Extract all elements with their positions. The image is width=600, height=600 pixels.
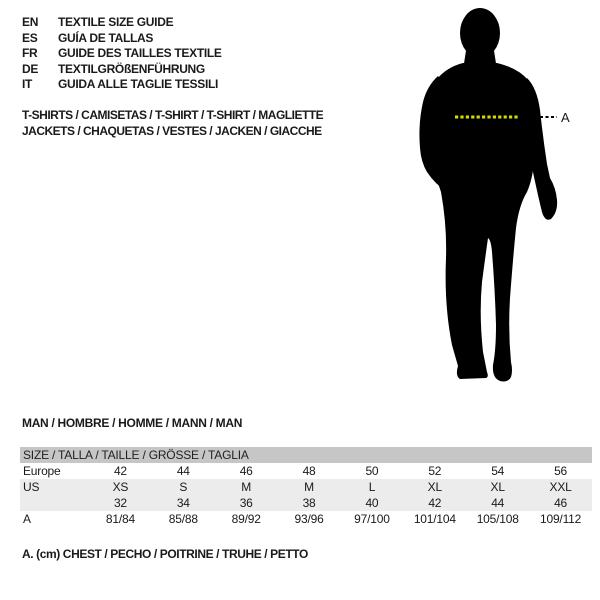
size-cell: XL bbox=[427, 480, 442, 494]
size-cell: 44 bbox=[176, 464, 190, 478]
size-cell: 48 bbox=[302, 464, 316, 478]
row-label: Europe bbox=[23, 464, 61, 478]
language-code: EN bbox=[22, 15, 39, 29]
size-cell: 85/88 bbox=[168, 512, 198, 526]
product-line-jackets: JACKETS / CHAQUETAS / VESTES / JACKEN / GIACCHE bbox=[22, 124, 322, 138]
table-row-us-numeric bbox=[20, 495, 592, 511]
size-cell: 109/112 bbox=[540, 512, 582, 526]
language-code: IT bbox=[22, 77, 33, 91]
language-code: ES bbox=[22, 30, 38, 45]
language-title: TEXTILE SIZE GUIDE bbox=[58, 15, 174, 29]
silhouette-body bbox=[428, 63, 535, 382]
language-list bbox=[22, 15, 222, 93]
table-row-chest-a bbox=[20, 511, 592, 527]
row-label bbox=[20, 495, 89, 511]
language-title: GUIDE DES TAILLES TEXTILE bbox=[58, 46, 222, 60]
table-row-europe bbox=[20, 463, 592, 479]
size-cell: 46 bbox=[554, 496, 568, 510]
size-cell: 52 bbox=[428, 464, 442, 478]
size-cell: 101/104 bbox=[413, 512, 456, 526]
language-title: TEXTILGRÖßENFÜHRUNG bbox=[58, 61, 205, 76]
size-cell: 40 bbox=[365, 496, 379, 510]
size-cell: 44 bbox=[491, 496, 505, 510]
measure-label-a: A bbox=[561, 110, 570, 125]
size-cell: XL bbox=[490, 480, 505, 494]
language-row-es bbox=[22, 31, 222, 47]
section-title-man: MAN / HOMBRE / HOMME / MANN / MAN bbox=[22, 416, 243, 430]
size-cell: 42 bbox=[113, 464, 127, 478]
size-cell: 32 bbox=[113, 496, 127, 510]
language-row-fr bbox=[22, 46, 222, 62]
row-label: A bbox=[23, 512, 31, 526]
size-cell: 93/96 bbox=[294, 512, 324, 526]
row-label: US bbox=[23, 480, 40, 494]
size-cell: 56 bbox=[554, 464, 568, 478]
size-cell: XS bbox=[112, 480, 129, 494]
language-title: GUÍA DE TALLAS bbox=[58, 30, 154, 45]
language-row-en bbox=[22, 15, 222, 31]
language-code: FR bbox=[22, 46, 38, 60]
language-row-it bbox=[22, 77, 222, 93]
size-cell: 46 bbox=[239, 464, 253, 478]
table-row-us bbox=[20, 479, 592, 495]
man-silhouette-figure bbox=[395, 0, 580, 400]
size-cell: 36 bbox=[239, 496, 253, 510]
size-cell: 50 bbox=[365, 464, 379, 478]
size-cell: 81/84 bbox=[105, 512, 135, 526]
language-title: GUIDA ALLE TAGLIE TESSILI bbox=[58, 77, 219, 91]
size-cell: 89/92 bbox=[231, 512, 261, 526]
size-table-header: SIZE / TALLA / TAILLE / GRÖSSE / TAGLIA bbox=[20, 447, 592, 463]
size-cell: 97/100 bbox=[354, 512, 390, 526]
size-cell: 34 bbox=[176, 496, 190, 510]
product-categories bbox=[22, 107, 323, 139]
size-cell: XXL bbox=[549, 480, 572, 494]
language-row-de bbox=[22, 62, 222, 78]
size-cell: S bbox=[179, 480, 188, 494]
size-cell: 38 bbox=[302, 496, 316, 510]
language-code: DE bbox=[22, 61, 39, 76]
size-cell: 54 bbox=[491, 464, 505, 478]
size-cell: L bbox=[368, 480, 376, 494]
product-line-tshirts: T-SHIRTS / CAMISETAS / T-SHIRT / T-SHIRT / MAGLIETTE bbox=[22, 108, 324, 122]
size-cell: M bbox=[241, 480, 252, 494]
size-cell: M bbox=[304, 480, 314, 494]
size-cell: 42 bbox=[428, 496, 442, 510]
measurement-footnote: A. (cm) CHEST / PECHO / POITRINE / TRUHE / PETTO bbox=[22, 547, 308, 561]
size-table bbox=[20, 447, 592, 527]
size-cell: 105/108 bbox=[476, 512, 519, 526]
